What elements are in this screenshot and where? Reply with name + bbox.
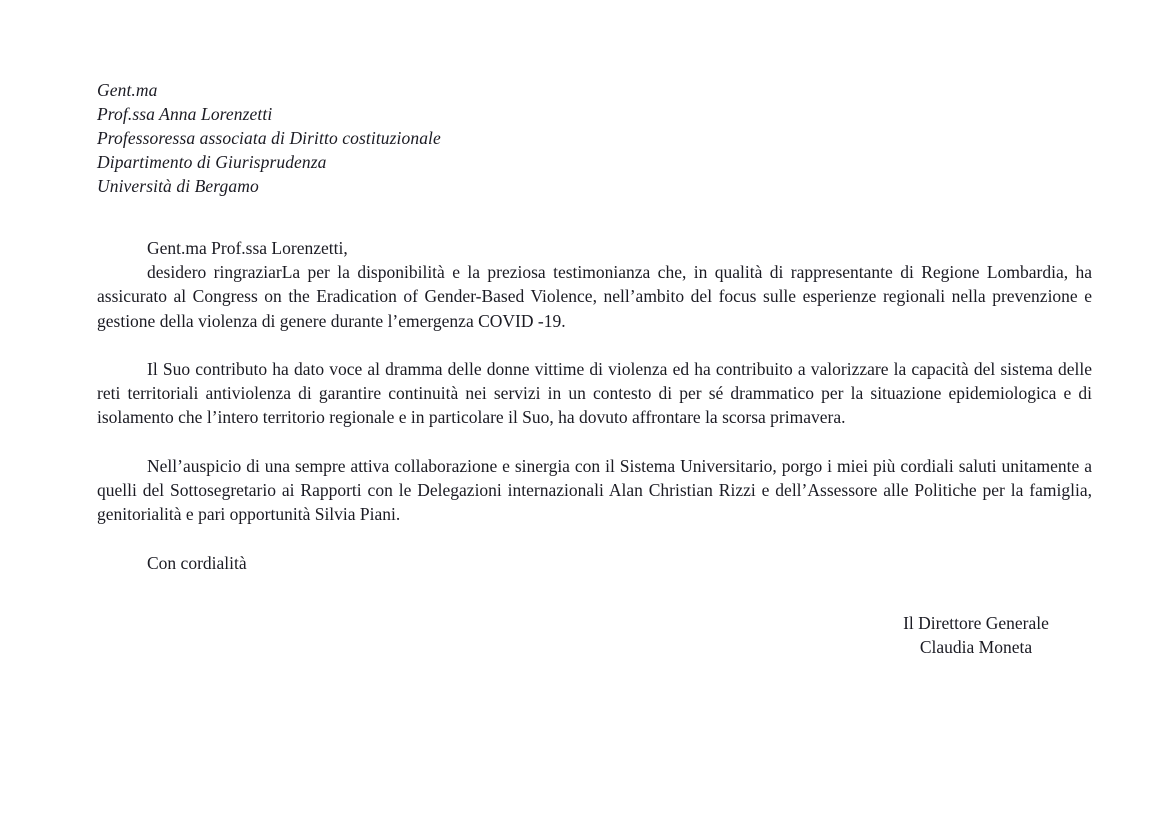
addressee-block <box>97 78 797 198</box>
letter-paragraph-3: Nell’auspicio di una sempre attiva collaborazione e sinergia con il Sistema Universitario, porgo i miei più cordiali saluti unitamente a quelli del Sottosegretario ai Rapporti con le Delegazioni internazionali Alan Christian Rizzi e dell’Assessore alle Politiche per la famiglia, genitorialità e pari opportunità Silvia Piani. <box>97 455 1092 525</box>
signature-block <box>826 611 1126 659</box>
signature-name: Claudia Moneta <box>919 637 1033 658</box>
addressee-line-institution: Università di Bergamo <box>97 176 259 196</box>
letter-paragraph-1: desidero ringraziarLa per la disponibilità e la preziosa testimonianza che, in qualità di rappresentante di Regione Lombardia, ha assicurato al Congress on the Eradication of Gender-Based Violence, nell’ambito del focus sulle esperienze regionali nella prevenzione e gestione della violenza di genere durante l’emergenza COVID -19. <box>97 262 1092 331</box>
letter-body <box>97 236 1092 575</box>
signature-title: Il Direttore Generale <box>903 613 1049 633</box>
letter-paragraph-2: Il Suo contributo ha dato voce al dramma delle donne vittime di violenza ed ha contribuito a valorizzare la capacità del sistema delle reti territoriali antiviolenza di garantire continuità nei servizi in un contesto di per sé drammatico per la situazione epidemiologica e di isolamento che l’intero territorio regionale e in particolare il Suo, ha dovuto affrontare la scorsa primavera. <box>97 359 1092 428</box>
letter-salutation: Gent.ma Prof.ssa Lorenzetti, <box>147 238 348 258</box>
addressee-line-name: Prof.ssa Anna Lorenzetti <box>97 104 273 124</box>
addressee-line-salutation: Gent.ma <box>97 80 158 100</box>
letter-closing: Con cordialità <box>147 552 247 573</box>
addressee-line-department: Dipartimento di Giurisprudenza <box>97 152 327 172</box>
addressee-line-role: Professoressa associata di Diritto costituzionale <box>97 128 441 148</box>
